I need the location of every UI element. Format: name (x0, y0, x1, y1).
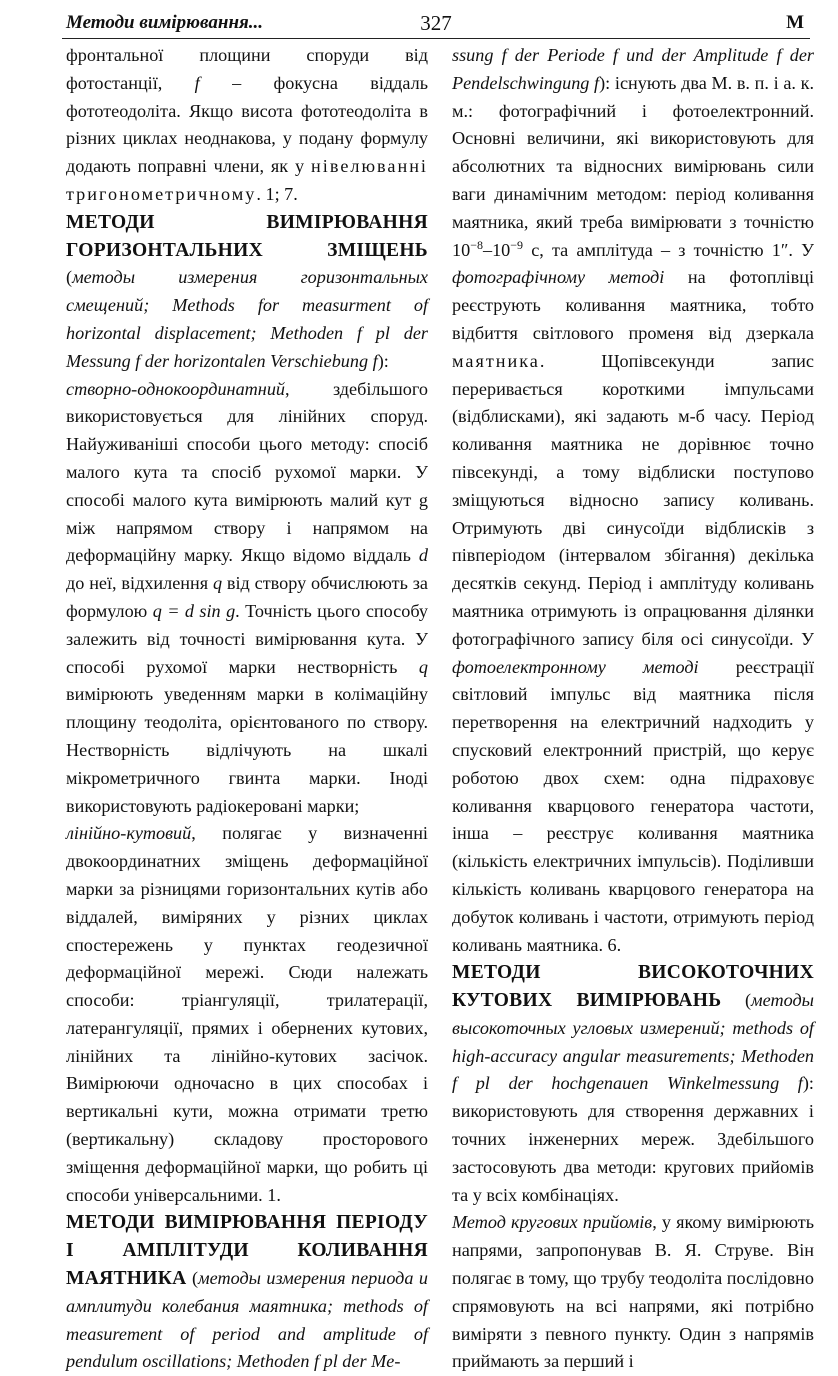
text: фронтальної площини споруди від фотостанції, (66, 45, 428, 93)
left-column (66, 42, 428, 1376)
running-header (62, 6, 810, 39)
subterm: лінійно-кутовий (66, 823, 192, 844)
entry-translations: ssung f der Periode f und der Amplitude f der Pendelschwingung f (452, 45, 814, 93)
text: , здебільшого використовується для лінійних споруд. Найуживаніші способи цього методу: спосіб малого кута та спосіб рухомої марки. У способі малого кута вимірюють малий кут g між напрямом створу і напрямом на деформаційну марку. Якщо відомо віддаль (66, 378, 428, 566)
entry-translations: методы высокоточных угловых измерений; methods of high-accuracy angular measurements; Methoden f pl der hochgenauen Winkelmessung f (452, 990, 814, 1094)
paragraph-pendulum-methods (452, 42, 814, 959)
text: до неї, відхилення (66, 573, 213, 594)
text: ( (66, 267, 73, 288)
subterm: Метод кругових прийомів (452, 1212, 653, 1233)
paragraph-continuation (66, 42, 428, 209)
entry-pendulum-period (66, 1209, 428, 1376)
text: ): існують два М. в. п. і а. к. м.: фотографічний і фотоелектронний. Основні величини, які використовують для абсолютних та відносних вимірювань сили ваги динамічним методом: період коливання маятника, який треба вимірювати з точністю 10 (452, 72, 815, 260)
exponent: −8 (470, 237, 483, 252)
entry-horizontal-displacement (66, 209, 428, 376)
symbol: f (194, 72, 200, 93)
text: , полягає у визначенні двокоординатних зміщень деформаційної марки за різницями горизонтальних кутів або віддалей, виміряних у різних циклах спостережень у пунктах геодезичної деформаційної мережі. Сюди належать способи: тріангуляції, трилатерації, латерангуляції, прямих і обернених кутових, лінійних та лінійно-кутових засічок. Вимірюючи одночасно в цих способах і вертикальні кути, можна отримати третю (вертикальну) складову просторового зміщення деформаційної марки, що робить ці способи універсальними. 1. (66, 823, 428, 1205)
subterm: фотографічному методі (452, 267, 665, 288)
text: . 1; 7. (256, 183, 298, 204)
text: – фокусна віддаль фототеодоліта. Якщо висота фототеодоліта в різних циклах неоднакова, у подану формулу додають поправні члени, як у (66, 72, 428, 177)
entry-term: МЕТОДИ ВИМІРЮВАННЯ ГОРИЗОНТАЛЬНИХ ЗМІЩЕНЬ (66, 211, 428, 261)
symbol: q (418, 656, 428, 677)
text: від створу обчислюють за формулою (66, 573, 428, 621)
text: ): використовують для створення державних і точних інженерних мереж. Здебільшого застосовують два методи: кругових прийомів та у всіх комбінаціях. (452, 1073, 814, 1205)
header-section-title: Методи вимірювання... (66, 12, 264, 33)
entry-term: МЕТОДИ ВИМІРЮВАННЯ ПЕРІОДУ І АМПЛІТУДИ КОЛИВАННЯ МАЯТНИКА (66, 1212, 428, 1290)
right-column (452, 42, 814, 1376)
formula: q = d sin g (152, 600, 236, 621)
subterm: створно-однокоординатний (66, 378, 286, 399)
cross-reference: нівелюванні тригонометричному (66, 156, 428, 204)
symbol: d (418, 545, 428, 566)
text: с, та амплітуда – з точністю 1″. У (523, 239, 814, 260)
symbol: q (212, 573, 223, 594)
entry-translations: методы измерения периода и амплитуди колебания маятника; methods of measurement of period and amplitude of pendulum oscillations; Methoden f pl der Me- (66, 1268, 428, 1372)
text: –10 (482, 239, 511, 260)
text: ): (377, 350, 389, 371)
paragraph-linear-angular-method (66, 820, 428, 1209)
text: ( (721, 990, 752, 1011)
header-letter: М (786, 12, 804, 33)
page-number: 327 (420, 11, 452, 35)
text: . Точність цього способу залежить від точності вимірювання кута. У способі рухомої марки нестворність (66, 600, 428, 677)
text: ( (186, 1268, 199, 1289)
text: , у якому вимірюють напрями, запропонував В. Я. Струве. Він полягає в тому, що трубу теодоліта послідовно спрямовують на всі напрями, які потрібно виміряти з певного пункту. Один з напрямів приймають за перший і (452, 1212, 814, 1372)
entry-high-accuracy-angular (452, 959, 814, 1209)
text: реєстрації світловий імпульс від маятника після перетворення на електричний надходить у спусковий електронний пристрій, що керує роботою двох схем: одна підраховує коливання кварцового генератора частоти, інша – реєструє коливання маятника (кількість електричних імпульсів). Поділивши кількість коливань кварцового генератора на добуток коливань і частоти, отримують період коливань маятника. 6. (452, 656, 814, 955)
paragraph-circular-method (452, 1209, 814, 1376)
spaced-word: маятника (452, 350, 540, 371)
exponent: −9 (510, 237, 524, 252)
paragraph-alignment-method (66, 376, 428, 821)
text: вимірюють уведенням марки в колімаційну площину теодоліта, орієнтованого по створу. Нестворність відлічують на шкалі мікрометричного гвинта марки. Іноді використовують радіокеровані марки; (66, 684, 428, 816)
entry-translations: методы измерения горизонтальных смещений; Methods for measurment of horizontal displacement; Methoden f pl der Messung f der horizontalen Verschiebung f (66, 267, 428, 371)
text: на фотоплівці реєструють коливання маятника, тобто відбиття світлового променя від дзеркала (452, 267, 814, 343)
text: . Щопівсекунди запис переривається короткими імпульсами (відблисками), які задають м-б часу. Період коливання маятника не дорівнює точно півсекунді, а тому відблиски поступово зміщуються відносно запису коливань. Отримують дві синусоїди відблисків з півперіодом (інтервалом збігання) декілька десятків секунд. Період і амплітуду коливань маятника отримують із опрацювання ділянки фотографічного запису біля осі синусоїди. У (452, 350, 814, 649)
entry-term: МЕТОДИ ВИСОКОТОЧНИХ КУТОВИХ ВИМІРЮВАНЬ (452, 962, 814, 1012)
subterm: фотоелектронному методі (452, 656, 699, 677)
